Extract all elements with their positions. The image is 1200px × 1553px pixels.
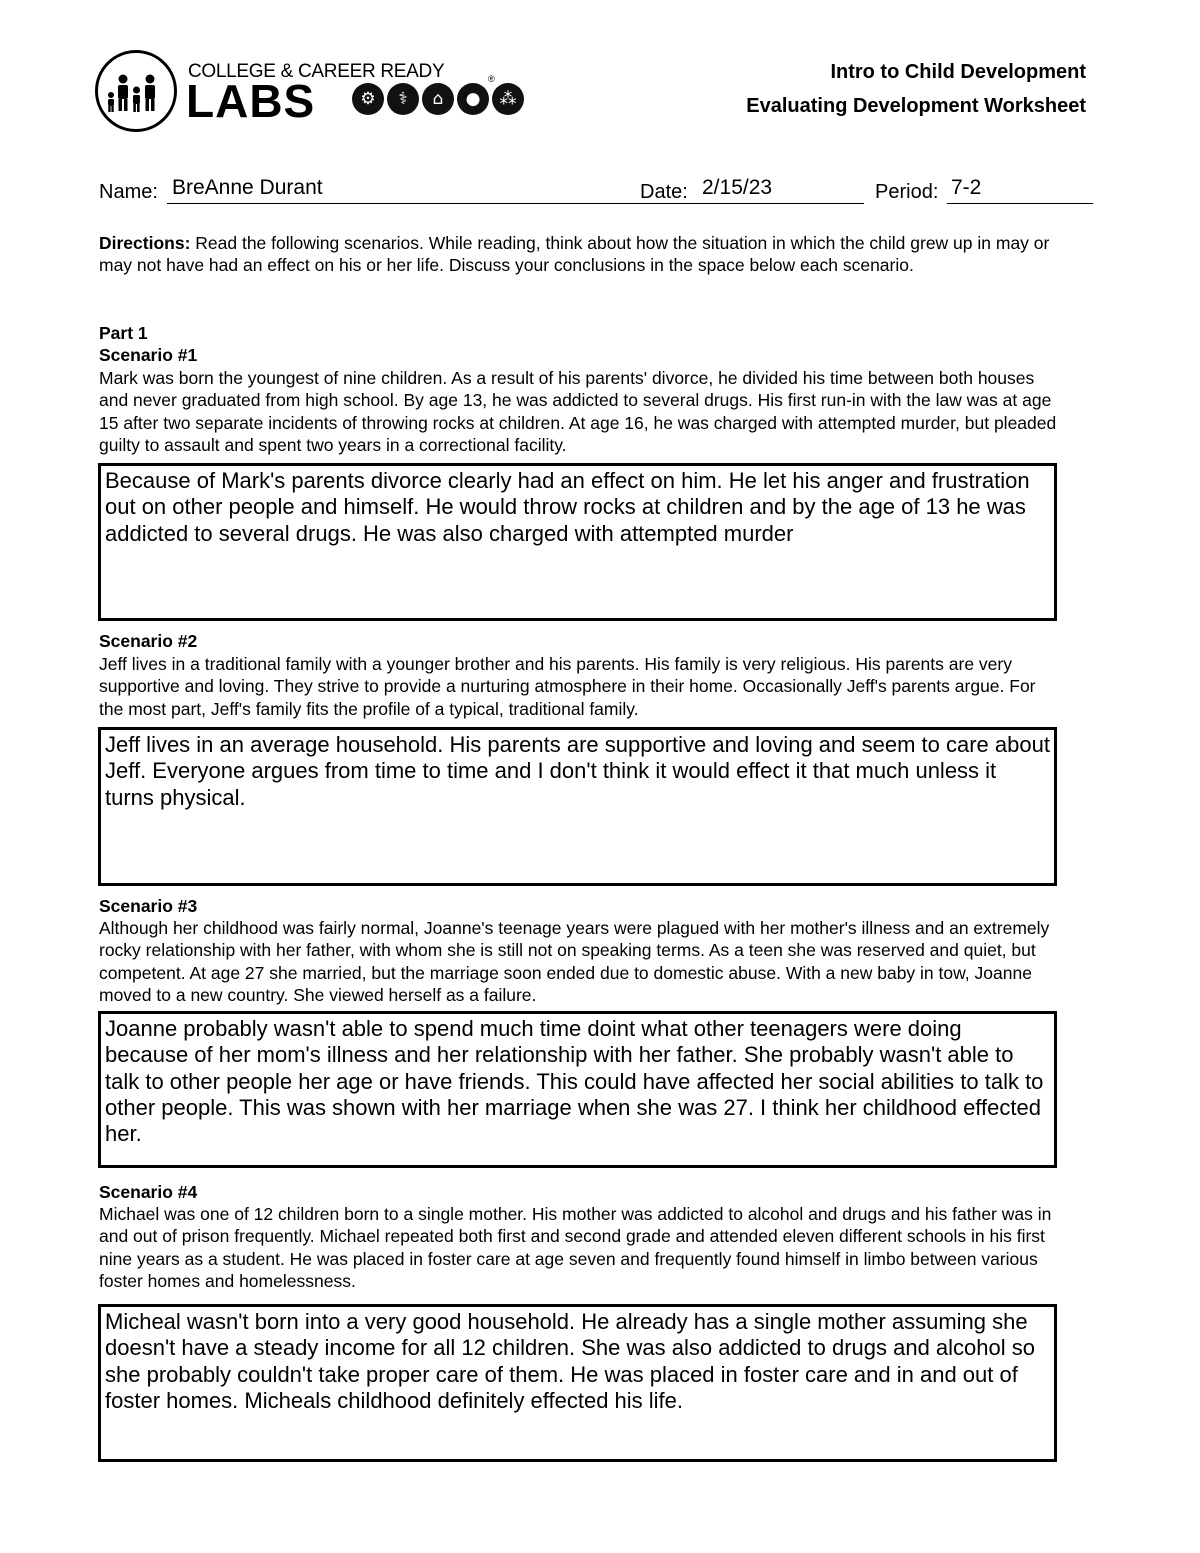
course-title: Intro to Child Development — [830, 61, 1086, 83]
house-icon: ⌂ — [422, 83, 454, 115]
scenario-text: Jeff lives in a traditional family with a younger brother and his parents. His family is very religious. His parents are very supportive and loving. They strive to provide a nurturing atmosphere in their home. Occasionally Jeff's parents argue. For the most part, Jeff's family fits the profile of a typical, traditional family. — [99, 654, 1036, 719]
date-line — [699, 203, 864, 204]
apple-icon: ● — [457, 83, 489, 115]
answer-box[interactable]: Micheal wasn't born into a very good household. He already has a single mother assuming she doesn't have a steady income for all 12 children. She was also addicted to drugs and alcohol so she probably couldn't take proper care of them. He was placed in foster care and in and out of foster homes. Micheals childhood definitely effected his life. — [98, 1304, 1057, 1462]
period-label: Period: — [875, 181, 939, 203]
period-field[interactable]: 7-2 — [951, 176, 982, 199]
scenario-text: Michael was one of 12 children born to a single mother. His mother was addicted to alcohol and drugs and his father was in and out of prison frequently. Michael repeated both first and second grade and attended eleven different schools in his first nine years as a student. He was placed in foster care at age seven and frequently found himself in limbo between various foster homes and homelessness. — [99, 1204, 1052, 1291]
date-label: Date: — [640, 181, 688, 203]
scenario-title: Scenario #1 — [99, 345, 198, 365]
scenario-title: Scenario #4 — [99, 1182, 198, 1202]
registered-mark: ® — [488, 74, 495, 84]
name-line — [167, 203, 701, 204]
molecule-icon: ⁂ — [492, 83, 524, 115]
scenario-text: Although her childhood was fairly normal, Joanne's teenage years were plagued with her mother's illness and an extremely rocky relationship with her father, with whom she is still not on speaking terms. As a teen she was reserved and quiet, but competent. At age 27 she married, but the marriage soon ended due to domestic abuse. With a new baby in tow, Joanne moved to a new country. She viewed herself as a failure. — [99, 918, 1050, 1005]
directions-label: Directions: — [99, 233, 191, 253]
name-label: Name: — [99, 181, 158, 203]
directions — [99, 232, 1059, 277]
scenario-title: Scenario #2 — [99, 631, 198, 651]
logo-emblem — [95, 50, 177, 132]
logo-wordmark: LABS — [186, 75, 316, 127]
period-line — [947, 203, 1093, 204]
scenario-text: Mark was born the youngest of nine children. As a result of his parents' divorce, he divided his time between both houses and never graduated from high school. By age 13, he was addicted to several drugs. His first run-in with the law was at age 15 after two separate incidents of throwing rocks at children. At age 16, he was charged with attempted murder, but pleaded guilty to assault and spent two years in a correctional facility. — [99, 368, 1057, 455]
date-field[interactable]: 2/15/23 — [702, 176, 773, 199]
answer-box[interactable]: Joanne probably wasn't able to spend much time doint what other teenagers were doing because of her mom's illness and her relationship with her father. She probably wasn't able to talk to other people her age or have friends. This could have affected her social abilities to talk to other people. This was shown with her marriage when she was 27. I think her childhood effected her. — [98, 1011, 1057, 1168]
logo-tagline: COLLEGE & CAREER READY — [188, 61, 445, 82]
caduceus-icon: ⚕ — [387, 83, 419, 115]
student-info-row — [99, 172, 1093, 212]
scenario-title: Scenario #3 — [99, 896, 198, 916]
part-heading: Part 1 — [99, 323, 148, 343]
gear-icon: ⚙ — [352, 83, 384, 115]
logo-badges — [352, 83, 524, 115]
directions-text: Read the following scenarios. While reading, think about how the situation in which the child grew up in may or may not have had an effect on his or her life. Discuss your conclusions in the space below each scenario. — [99, 233, 1050, 276]
worksheet-title: Evaluating Development Worksheet — [746, 95, 1086, 117]
family-icon — [98, 53, 174, 129]
name-field[interactable]: BreAnne Durant — [172, 176, 323, 199]
answer-box[interactable]: Jeff lives in an average household. His parents are supportive and loving and seem to care about Jeff. Everyone argues from time to time and I don't think it would effect it that much unless it turns physical. — [98, 727, 1057, 886]
answer-box[interactable]: Because of Mark's parents divorce clearly had an effect on him. He let his anger and frustration out on other people and himself. He would throw rocks at children and by the age of 13 he was addicted to several drugs. He was also charged with attempted murder — [98, 463, 1057, 621]
